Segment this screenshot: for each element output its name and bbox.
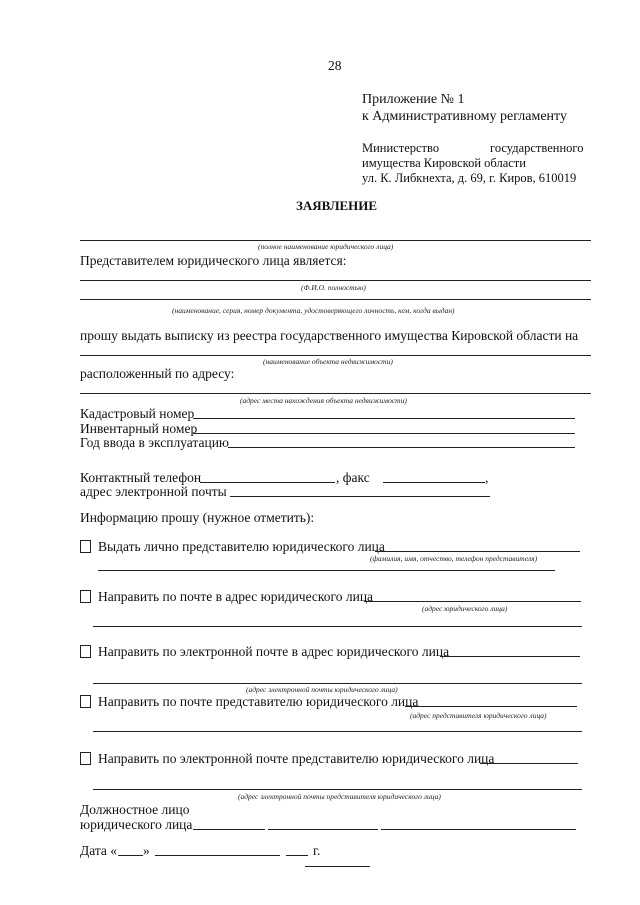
page-number: 28 — [328, 58, 342, 73]
recipient-line-1-right: государственного — [490, 141, 584, 155]
option-2-label: Направить по почте в адрес юридического лица — [98, 589, 374, 604]
option-1-field[interactable] — [375, 551, 580, 552]
email-field[interactable] — [230, 496, 490, 497]
representative-label: Представителем юридического лица является: — [80, 253, 347, 268]
info-request-label: Информацию прошу (нужное отметить): — [80, 510, 315, 525]
option-2-field[interactable] — [364, 601, 581, 602]
cadastral-field[interactable] — [193, 418, 575, 419]
official-position-field[interactable] — [193, 829, 265, 830]
phone-label: Контактный телефон — [80, 470, 202, 485]
option-2-checkbox[interactable] — [80, 590, 91, 603]
fax-comma: , — [485, 470, 489, 485]
date-mid: » — [143, 843, 150, 858]
caption-legal-entity-name: (полное наименование юридического лица) — [258, 242, 394, 251]
date-month-field[interactable] — [155, 855, 280, 856]
inventory-label: Инвентарный номер — [80, 421, 198, 436]
caption-rep-details: (фамилия, имя, отчество, телефон представителя) — [370, 554, 538, 563]
phone-field[interactable] — [200, 482, 335, 483]
caption-rep-address: (адрес представителя юридического лица) — [410, 711, 547, 720]
option-4-field-2[interactable] — [93, 731, 582, 732]
official-signature-field[interactable] — [268, 829, 378, 830]
date-year-suffix: г. — [313, 843, 321, 858]
option-4-label: Направить по почте представителю юридического лица — [98, 694, 419, 709]
official-name-field[interactable] — [381, 829, 576, 830]
located-label: расположенный по адресу: — [80, 366, 235, 381]
date-day-field[interactable] — [118, 855, 143, 856]
caption-property-address: (адрес места нахождения объекта недвижимости) — [240, 396, 407, 405]
fio-line[interactable] — [80, 280, 591, 281]
option-3-checkbox[interactable] — [80, 645, 91, 658]
option-1-checkbox[interactable] — [80, 540, 91, 553]
option-1-field-2[interactable] — [98, 570, 555, 571]
appendix-line-1: Приложение № 1 — [362, 92, 465, 107]
caption-document: (наименование, серия, номер документа, удостоверяющего личность, кем, когда выдан) — [172, 306, 455, 315]
fax-field[interactable] — [383, 482, 485, 483]
date-year-field[interactable] — [286, 855, 308, 856]
option-2-field-2[interactable] — [93, 626, 582, 627]
option-5-field[interactable] — [480, 763, 578, 764]
caption-legal-address: (адрес юридического лица) — [422, 604, 508, 613]
recipient-line-3: ул. К. Либкнехта, д. 69, г. Киров, 610019 — [362, 171, 577, 185]
option-3-field[interactable] — [440, 656, 580, 657]
footer-rule — [305, 866, 370, 867]
cadastral-label: Кадастровый номер — [80, 406, 195, 421]
year-field[interactable] — [228, 447, 575, 448]
option-1-label: Выдать лично представителю юридического лица — [98, 539, 385, 554]
recipient-line-2: имущества Кировской области — [362, 156, 526, 170]
fax-label: , факс — [336, 470, 370, 485]
option-3-label: Направить по электронной почте в адрес юридического лица — [98, 644, 450, 659]
property-address-line[interactable] — [80, 393, 591, 394]
option-5-label: Направить по электронной почте представителю юридического лица — [98, 751, 495, 766]
official-label-line-1: Должностное лицо — [80, 802, 190, 817]
caption-fio: (Ф.И.О. полностью) — [301, 283, 366, 292]
inventory-field[interactable] — [193, 433, 575, 434]
option-5-checkbox[interactable] — [80, 752, 91, 765]
legal-entity-name-line[interactable] — [80, 240, 591, 241]
date-prefix: Дата « — [80, 843, 118, 858]
recipient-line-1-left: Министерство — [362, 141, 440, 155]
email-label: адрес электронной почты — [80, 484, 227, 499]
caption-legal-email: (адрес электронной почты юридического лица) — [246, 685, 398, 694]
caption-property-name: (наименование объекта недвижимости) — [263, 357, 393, 366]
official-label-line-2: юридического лица — [80, 817, 193, 832]
year-label: Год ввода в эксплуатацию — [80, 435, 230, 450]
property-name-line[interactable] — [80, 355, 591, 356]
option-3-field-2[interactable] — [93, 683, 582, 684]
option-4-field[interactable] — [405, 706, 577, 707]
option-5-field-2[interactable] — [93, 789, 582, 790]
document-line[interactable] — [80, 299, 591, 300]
caption-rep-email: (адрес электронной почты представителя юридического лица) — [238, 792, 441, 801]
document-title: ЗАЯВЛЕНИЕ — [296, 198, 378, 213]
request-text: прошу выдать выписку из реестра государственного имущества Кировской области на — [80, 328, 579, 343]
option-4-checkbox[interactable] — [80, 695, 91, 708]
appendix-line-2: к Административному регламенту — [362, 109, 567, 124]
